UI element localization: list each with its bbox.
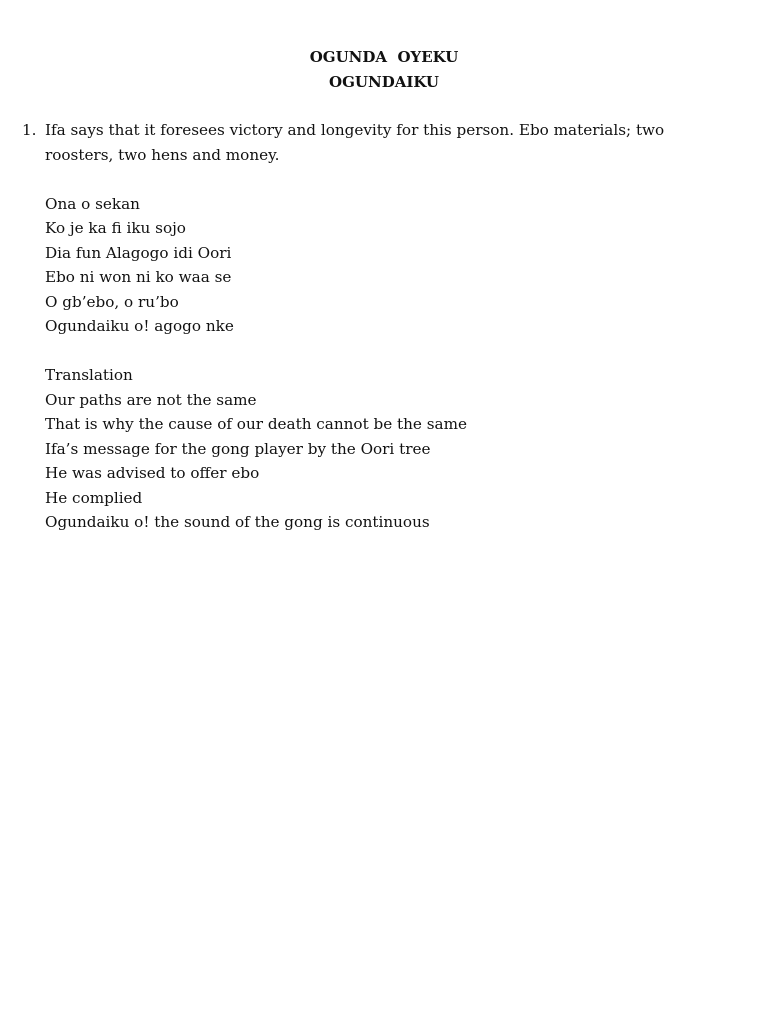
verse-line: Dia fun Alagogo idi Oori: [45, 243, 232, 262]
translation-heading: Translation: [45, 366, 133, 384]
verse-line: O gb’ebo, o ru’bo: [45, 292, 179, 311]
verse-line: Ona o sekan: [45, 194, 140, 213]
translation-line: Ifa’s message for the gong player by the Oori tree: [45, 439, 431, 458]
translation-line: That is why the cause of our death cannot be the same: [45, 415, 467, 433]
translation-line: He complied: [45, 488, 143, 507]
translation-line: Ogundaiku o! the sound of the gong is continuous: [45, 513, 430, 531]
item-body: [45, 118, 732, 535]
title-line-1: OGUNDA OYEKU: [309, 48, 459, 66]
numbered-item: [22, 118, 732, 535]
verse-line: Ogundaiku o! agogo nke: [45, 317, 234, 335]
title-line-2: OGUNDAIKU: [329, 73, 439, 91]
verse-line: Ko je ka fi iku sojo: [45, 219, 186, 237]
verse-line: Ebo ni won ni ko waa se: [45, 268, 232, 286]
translation-line: Our paths are not the same: [45, 390, 257, 409]
translation-stanza: [45, 363, 732, 535]
translation-line: He was advised to offer ebo: [45, 464, 260, 482]
item-number: 1.: [22, 121, 37, 139]
item-paragraph: Ifa says that it foresees victory and longevity for this person. Ebo materials; two roosters, two hens and money.: [45, 121, 665, 164]
document-title: [0, 45, 768, 95]
verse-stanza: [45, 192, 732, 339]
